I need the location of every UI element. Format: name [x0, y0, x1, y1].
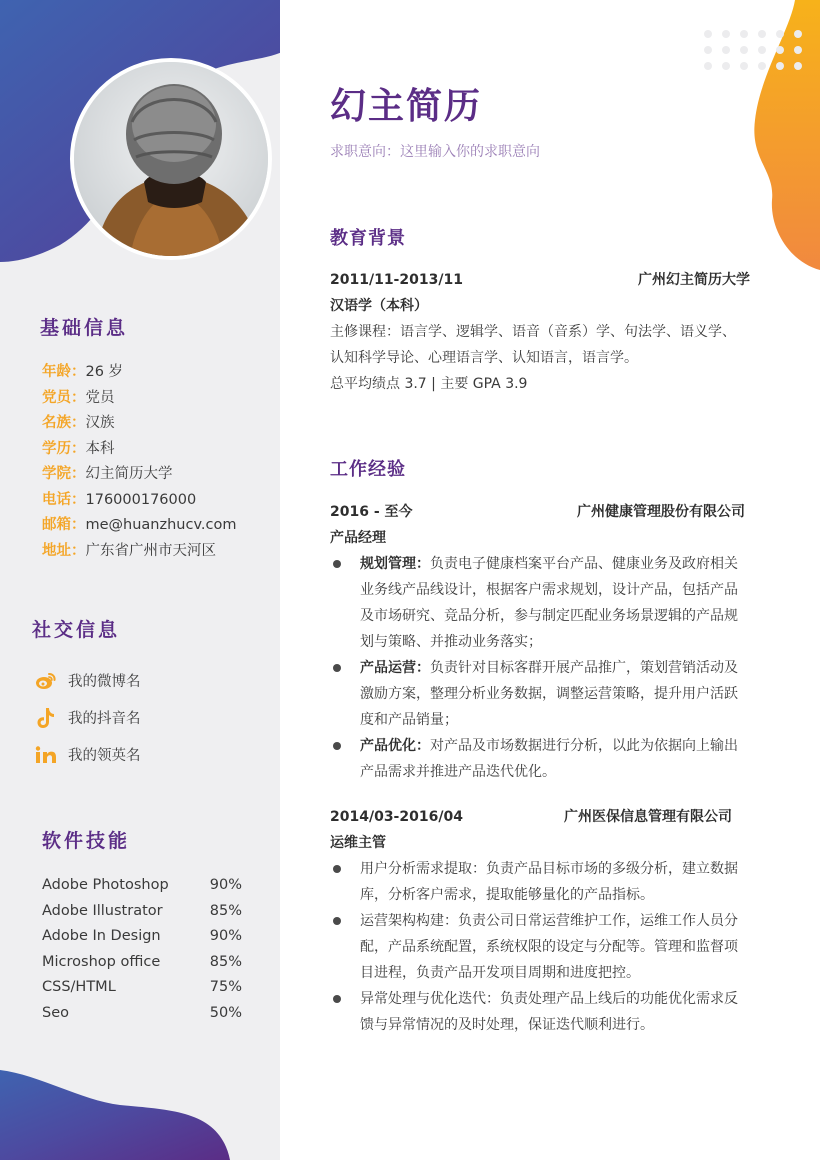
education-header [330, 267, 750, 293]
job-entry [330, 804, 750, 1038]
info-value: 26 岁 [85, 364, 124, 380]
info-key: 邮箱： [42, 517, 86, 533]
job-company: 广州医保信息管理有限公司 [564, 809, 732, 825]
education-school: 广州幻主简历大学 [638, 272, 750, 288]
skill-list [42, 873, 242, 1026]
job-bullet [330, 986, 750, 1038]
skill-row [42, 950, 242, 976]
job-role: 产品经理 [330, 530, 386, 546]
info-value: 广东省广州市天河区 [85, 542, 216, 559]
info-row [42, 437, 237, 463]
skill-name: CSS/HTML [42, 979, 116, 995]
bullet-text: 用户分析需求提取：负责产品目标市场的多级分析，建立数据库，分析客户需求，提取能够量化的产品指标。 [360, 861, 738, 903]
education-heading: 教育背景 [330, 228, 406, 249]
skill-name: Adobe In Design [42, 928, 161, 944]
info-value: 汉族 [85, 415, 115, 431]
bullet-text: 异常处理与优化迭代：负责处理产品上线后的功能优化需求反馈与异常情况的及时处理，保证迭代顺利进行。 [360, 991, 738, 1033]
education-courses-line-2: 认知科学导论、心理语言学、认知语言，语言学。 [330, 350, 638, 366]
info-value: 党员 [85, 389, 115, 406]
education-courses-line-1: 主修课程：语言学、逻辑学、语音（音系）学、句法学、语义学、 [330, 324, 736, 340]
linkedin-icon [34, 743, 58, 767]
bullet-text: 对产品及市场数据进行分析，以此为依据向上输出产品需求并推进产品迭代优化。 [360, 738, 738, 780]
info-key: 电话： [42, 491, 86, 508]
info-key: 学历： [42, 440, 86, 457]
basic-info-list [42, 360, 237, 564]
job-bullet [330, 655, 750, 733]
bullet-label: 规划管理： [360, 556, 430, 572]
info-row [42, 462, 237, 488]
info-key: 党员： [42, 389, 86, 406]
job-period: 2016 - 至今 [330, 504, 413, 520]
skill-level: 85% [209, 953, 242, 970]
info-value: me@huanzhucv.com [85, 517, 237, 533]
info-value: 176000176000 [85, 491, 197, 508]
education-entry [330, 267, 750, 397]
avatar [70, 58, 272, 260]
skill-row [42, 924, 242, 950]
info-key: 年龄： [42, 364, 86, 380]
info-row [42, 360, 237, 386]
sidebar [0, 0, 280, 1160]
job-bullet [330, 908, 750, 986]
job-header [330, 499, 750, 525]
job-entry [330, 499, 750, 785]
skill-row [42, 975, 242, 1001]
douyin-icon [34, 706, 58, 730]
info-value: 幻主简历大学 [85, 466, 173, 482]
job-role: 运维主管 [330, 835, 386, 851]
info-value: 本科 [85, 440, 115, 457]
avatar-photo [74, 62, 272, 260]
job-objective: 求职意向：这里输入你的求职意向 [330, 144, 540, 160]
info-key: 名族： [42, 415, 86, 431]
skill-name: Microshop office [42, 953, 161, 970]
dot-grid-decoration [700, 28, 820, 72]
job-bullets [330, 551, 750, 785]
weibo-icon [34, 669, 58, 693]
info-key: 地址： [42, 542, 86, 559]
bottom-left-wave-decoration [0, 1070, 260, 1160]
job-company: 广州健康管理股份有限公司 [577, 504, 745, 520]
social-item-weibo[interactable] [34, 662, 141, 699]
bullet-label: 产品优化： [360, 738, 430, 754]
job-period: 2014/03-2016/04 [330, 809, 463, 825]
skill-level: 75% [209, 979, 242, 995]
skill-level: 85% [209, 902, 242, 919]
job-bullet [330, 856, 750, 908]
social-label: 我的微博名 [68, 674, 141, 690]
skill-name: Adobe Photoshop [42, 877, 169, 893]
info-row [42, 488, 237, 514]
social-list [34, 662, 141, 773]
bullet-text: 负责电子健康档案平台产品、健康业务及政府相关业务线产品线设计，根据客户需求规划，设计产品，包括产品及市场研究、竞品分析，参与制定匹配业务场景逻辑的产品规划与策略、并推动业务落实； [360, 556, 738, 650]
skill-level: 90% [209, 877, 242, 893]
job-bullets [330, 856, 750, 1038]
bullet-label: 产品运营： [360, 660, 430, 676]
bullet-text: 运营架构构建：负责公司日常运营维护工作，运维工作人员分配，产品系统配置，系统权限的设定与分配等。管理和监督项目进程，负责产品开发项目周期和进度把控。 [360, 913, 738, 981]
skill-name: Seo [42, 1004, 69, 1021]
skill-row [42, 899, 242, 925]
bullet-text: 负责针对目标客群开展产品推广，策划营销活动及激励方案，整理分析业务数据，调整运营策略，提升用户活跃度和产品销量； [360, 660, 738, 728]
social-item-linkedin[interactable] [34, 736, 141, 773]
resume-name: 幻主简历 [330, 86, 483, 127]
info-key: 学院： [42, 466, 86, 482]
social-item-douyin[interactable] [34, 699, 141, 736]
job-bullet [330, 733, 750, 785]
skill-level: 90% [209, 928, 242, 944]
skill-name: Adobe Illustrator [42, 902, 163, 919]
education-gpa: 总平均绩点 3.7 | 主要 GPA 3.9 [330, 376, 528, 392]
job-header [330, 804, 750, 830]
education-major: 汉语学（本科） [330, 298, 428, 314]
social-info-heading: 社交信息 [32, 619, 121, 641]
social-label: 我的领英名 [68, 748, 141, 764]
info-row [42, 411, 237, 437]
social-label: 我的抖音名 [68, 711, 141, 727]
work-heading: 工作经验 [330, 459, 406, 480]
education-period: 2011/11-2013/11 [330, 272, 463, 288]
info-row [42, 513, 237, 539]
info-row [42, 539, 237, 565]
basic-info-heading: 基础信息 [40, 317, 129, 339]
skill-row [42, 1001, 242, 1027]
info-row [42, 386, 237, 412]
job-bullet [330, 551, 750, 655]
skill-row [42, 873, 242, 899]
skill-level: 50% [209, 1004, 242, 1021]
skills-heading: 软件技能 [42, 830, 131, 852]
